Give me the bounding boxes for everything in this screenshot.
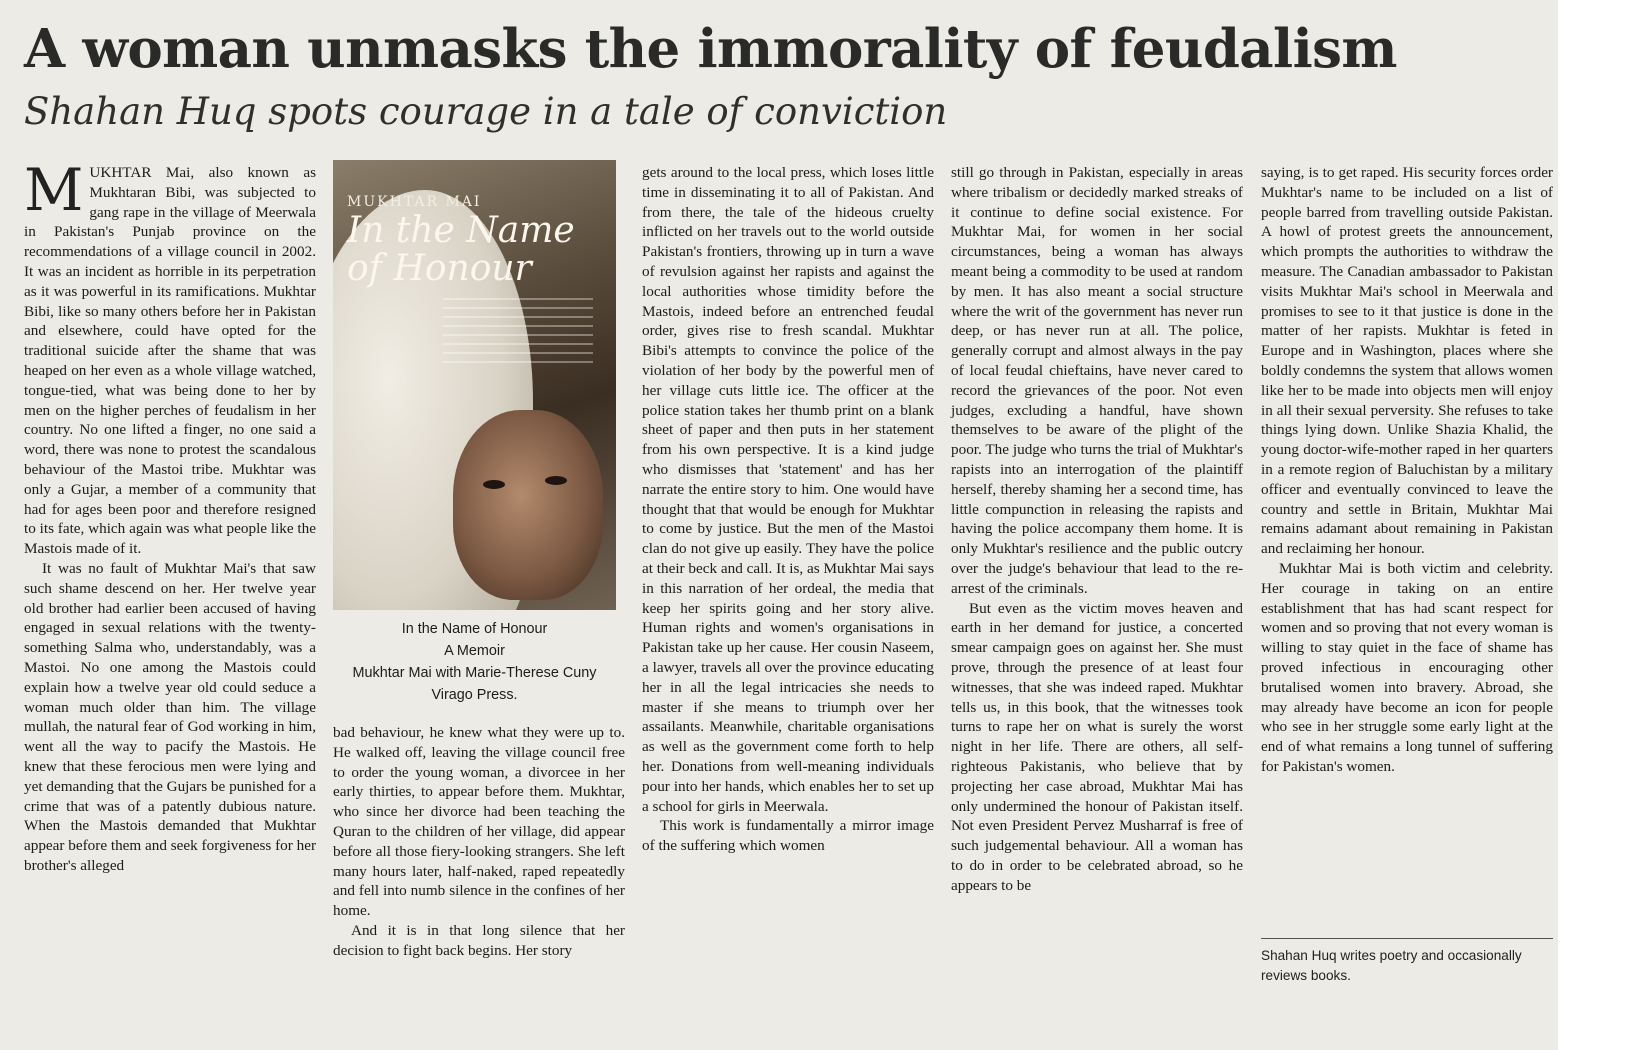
paragraph: still go through in Pakistan, especially in areas where tribalism or decidedly marked streaks of it continue to define social existence. For Mukhtar Mai, for women in her social circumstances, being a woman has always meant being a commodity to be used at random by men. It has also meant a social structure where the writ of the government has never run deep, or has never run at all. The police, generally corrupt and almost always in the pay of local feudal chieftains, have never cared to record the grievances of the poor. Not even judges, excluding a handful, have shown themselves to be aware of the plight of the poor. The judge who turns the trial of Mukhtar's rapists into an interrogation of the plaintiff herself, thereby shaming her a second time, has little compunction in releasing the rapists and having the police accompany them home. It is only Mukhtar's resilience and the public outcry over the judge's behaviour that lead to the re-arrest of the criminals. — [951, 164, 1243, 597]
cover-eye-left — [483, 480, 505, 489]
article-column-4 — [951, 163, 1243, 895]
paragraph: This work is fundamentally a mirror image of the suffering which women — [642, 817, 934, 855]
cover-face — [453, 410, 603, 600]
paragraph: saying, is to get raped. His security forces order Mukhtar's name to be included on a list of people barred from travelling outside Pakistan. A howl of protest greets the announcement, which prompts the authorities to withdraw the measure. The Canadian ambassador to Pakistan visits Mukhtar Mai's school in Meerwala and promises to see to it that justice is done in the matter of her rapists. Mukhtar is feted in Europe and in Washington, places where she boldly condemns the system that allows women like her to be made into objects men will enjoy in all their sexual perversity. She refuses to take things lying down. Unlike Shazia Khalid, the young doctor-wife-mother raped in her quarters in a remote region of Baluchistan by a military officer and eventually convinced to leave the country and settle in Britain, Mukhtar Mai remains adamant about remaining in Pakistan and reclaiming her honour. — [1261, 164, 1553, 558]
caption-publisher: Virago Press. — [431, 687, 518, 703]
caption-title: In the Name of Honour — [401, 621, 548, 637]
paragraph: bad behaviour, he knew what they were up to. He walked off, leaving the village council free to order the young woman, a divorcee in her early thirties, to appear before them. Mukhtar, who since her divorce had been teaching the Quran to the children of her village, did appear before all those fiery-looking strangers. She left many hours later, half-naked, raped repeatedly and fell into numb silence in the confines of her home. — [333, 724, 625, 920]
headline: A woman unmasks the immorality of feudalism — [24, 18, 1397, 80]
article-column-3 — [642, 163, 934, 856]
drop-cap: M — [24, 156, 84, 224]
book-cover-image — [333, 160, 616, 610]
article-column-5 — [1261, 163, 1553, 777]
paragraph: But even as the victim moves heaven and earth in her demand for justice, a concerted smear campaign goes on against her. She must prove, through the presence of at least four witnesses, that she was indeed raped. Mukhtar tells us, in this book, that the witnesses took turns to rape her on what is surely the worst night in her life. There are others, all self-righteous Pakistanis, who believe that by projecting her case abroad, Mukhtar Mai has only undermined the honour of Pakistan itself. Not even President Pervez Musharraf is free of such judgemental behaviour. All a woman has to do in order to be celebrated abroad, so he appears to be — [951, 599, 1243, 894]
page-margin — [1558, 0, 1642, 1050]
cover-blurb — [443, 298, 593, 368]
subheadline: Shahan Huq spots courage in a tale of conviction — [24, 90, 948, 133]
book-caption — [333, 618, 616, 706]
paragraph-text: UKHTAR Mai, also known as Mukhtaran Bibi, was subjected to gang rape in the village of Meerwala in Pakistan's Punjab province on the recommendations of a village council in 2002. It was an incident as horrible in its perpetration as it was powerful in its ramifications. Mukhtar Bibi, like so many others before her in Pakistan and elsewhere, could have opted for the traditional suicide after the shame that was heaped on her even as a whole village watched, tongue-tied, what was being done to her by men on the higher perches of feudalism in her country. No one lifted a finger, no one said a word, there was none to protest the scandalous behaviour of the Mastoi tribe. Mukhtar was only a Gujar, a member of a community that had for ages been poor and therefore resigned to its fate, which again was what people like the Mastois made of it. — [24, 164, 316, 558]
paragraph: Mukhtar Mai is both victim and celebrity. Her courage in taking on an entire establishment that has had scant respect for women and so proving that not every woman is willing to stay quiet in the face of shame has proved infectious in encouraging other brutalised women into bravery. Abroad, she may already have become an icon for people who see in her struggle some early light at the end of what remains a long tunnel of suffering for Pakistan's women. — [1261, 559, 1553, 775]
article-column-2 — [333, 723, 625, 961]
cover-eye-right — [545, 476, 567, 485]
author-byline: Shahan Huq writes poetry and occasionally reviews books. — [1261, 948, 1522, 983]
article-column-1 — [24, 156, 316, 876]
caption-subtitle: A Memoir — [444, 643, 505, 659]
byline-divider — [1261, 938, 1553, 939]
cover-title: In the Name of Honour — [347, 210, 575, 289]
paragraph: gets around to the local press, which loses little time in disseminating it to all of Pakistan. And from there, the tale of the hideous cruelty inflicted on her travels out to the world outside Pakistan's frontiers, throwing up in turn a wave of revulsion against her rapists and against the local authorities whose timidity before the Mastois, indeed before an entrenched feudal order, gives rise to fresh scandal. Mukhtar Bibi's attempts to convince the police of the violation of her body by the powerful men of her village cuts little ice. The officer at the police station takes her thumb print on a blank sheet of paper and then puts in her statement from his own perspective. It is a kind judge who dismisses that 'statement' and has her narrate the entire story to him. One would have thought that that would be enough for Mukhtar to come by justice. But the men of the Mastoi clan do not give up easily. They have the police at their beck and call. It is, as Mukhtar Mai says in this narration of her ordeal, the media that keep her spirits going and her story alive. Human rights and women's organisations in Pakistan take up her cause. Her cousin Naseem, a lawyer, travels all over the province educating her in all the legal intricacies she needs to master if she means to triumph over her assailants. Meanwhile, charitable organisations as well as the government come forth to help her. Donations from well-meaning individuals pour into her hands, which enables her to set up a school for girls in Meerwala. — [642, 164, 934, 815]
paragraph: And it is in that long silence that her decision to fight back begins. Her story — [333, 921, 625, 959]
paragraph: It was no fault of Mukhtar Mai's that saw such shame descend on her. Her twelve year old brother had earlier been accused of having engaged in sexual relations with the twenty-something Salma who, understandably, was a Mastoi. No one among the Mastois could explain how a twelve year old could seduce a woman much older than him. The village mullah, the natural fear of God working in him, went all the way to pacify the Mastois. He knew that these ferocious men were lying and yet demanding that the Gujars be punished for a crime that was of a patently dubious nature. When the Mastois demanded that Mukhtar appear before them and seek forgiveness for her brother's alleged — [24, 559, 316, 874]
cover-author: MUKHTAR MAI — [347, 194, 482, 210]
paragraph — [24, 156, 316, 559]
caption-authors: Mukhtar Mai with Marie-Therese Cuny — [352, 665, 597, 681]
